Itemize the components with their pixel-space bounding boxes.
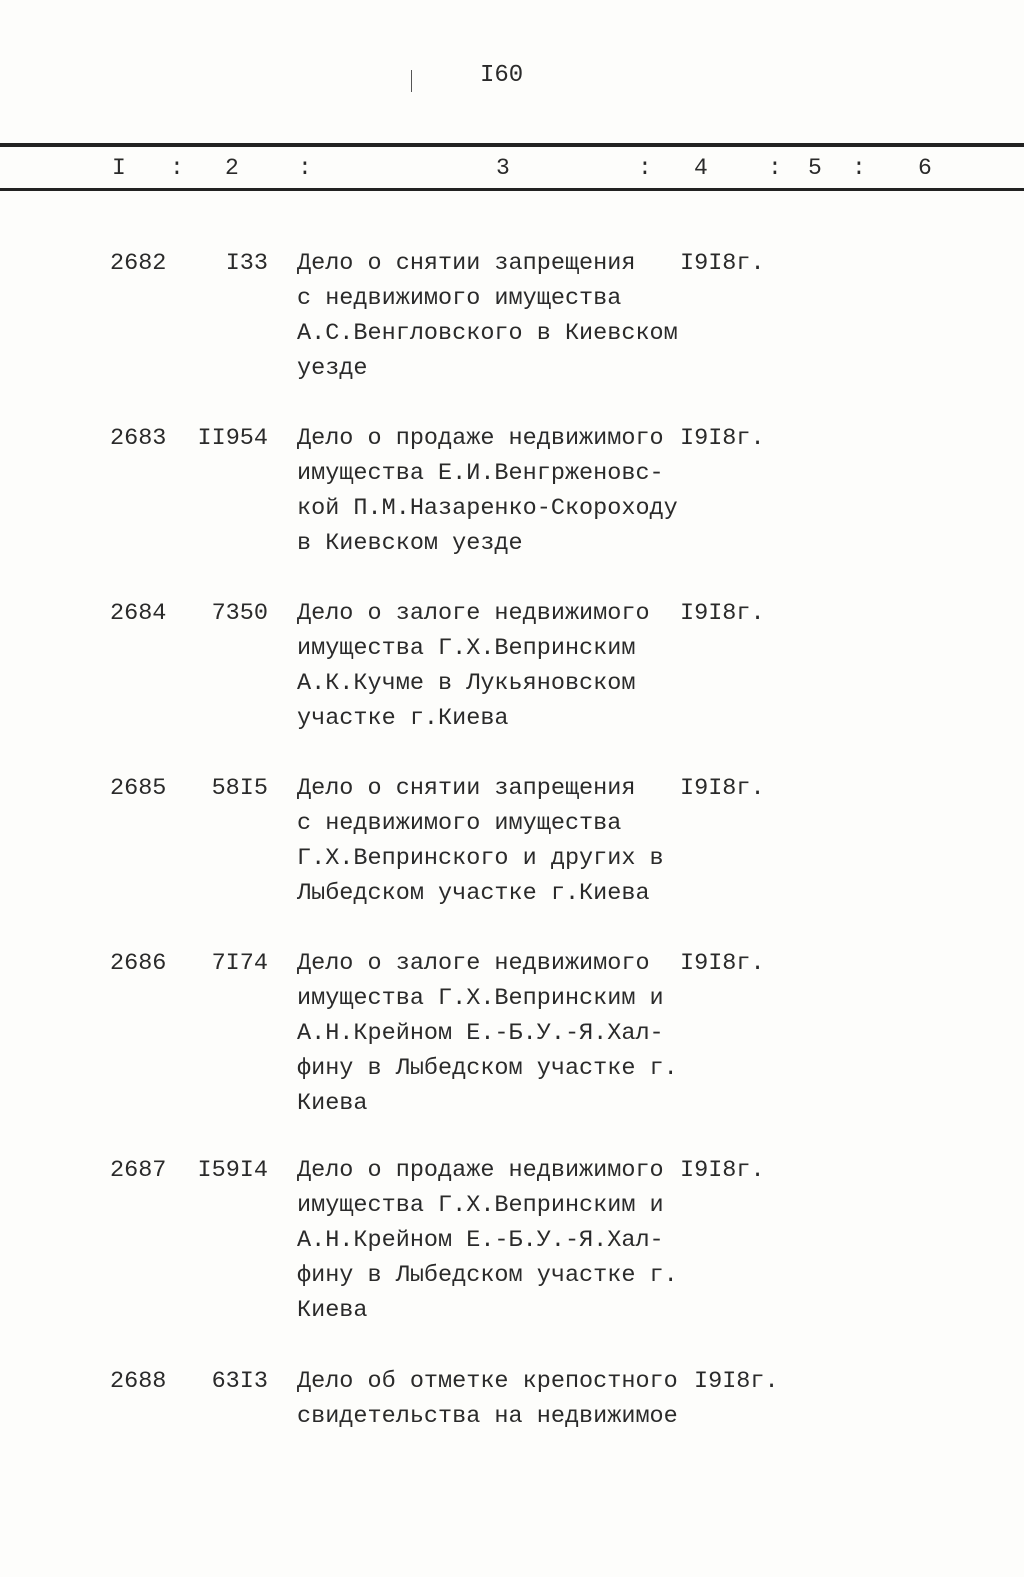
description-line: имущества Е.И.Венгрженовс-: [297, 460, 664, 487]
entry-number: 2684: [110, 600, 167, 627]
entry-year: I9I8г.: [680, 1157, 765, 1184]
description-line: Дело о залоге недвижимого: [297, 950, 650, 977]
entry-year: I9I8г.: [680, 600, 765, 627]
description-line: с недвижимого имущества: [297, 285, 622, 312]
page-number: I60: [480, 62, 524, 89]
description-line: Киева: [297, 1297, 368, 1324]
column-header-2: 2: [225, 155, 239, 181]
description-line: фину в Лыбедском участке г.: [297, 1262, 678, 1289]
description-line: имущества Г.Х.Вепринским: [297, 635, 636, 662]
entry-reference: I33: [225, 250, 268, 277]
entry-description: [297, 596, 650, 736]
entry-description: [297, 421, 678, 561]
description-line: участке г.Киева: [297, 705, 509, 732]
entry-reference: I59I4: [197, 1157, 268, 1184]
description-line: имущества Г.Х.Вепринским и: [297, 1192, 664, 1219]
description-line: А.К.Кучме в Лукьяновском: [297, 670, 636, 697]
description-line: кой П.М.Назаренко-Скороходу: [297, 495, 678, 522]
description-line: Дело о продаже недвижимого: [297, 1157, 664, 1184]
entry-year: I9I8г.: [680, 425, 765, 452]
entry-number: 2685: [110, 775, 167, 802]
column-header-6: 6: [918, 155, 932, 181]
entry-year: I9I8г.: [680, 250, 765, 277]
pencil-mark: [411, 70, 412, 92]
description-line: Киева: [297, 1090, 368, 1117]
description-line: имущества Г.Х.Вепринским и: [297, 985, 664, 1012]
entry-reference: 7I74: [211, 950, 268, 977]
description-line: в Киевском уезде: [297, 530, 523, 557]
entry-number: 2683: [110, 425, 167, 452]
description-line: уезде: [297, 355, 368, 382]
entry-reference: 7350: [211, 600, 268, 627]
entry-description: [297, 1364, 678, 1434]
entry-year: I9I8г.: [694, 1368, 779, 1395]
description-line: Дело об отметке крепостного: [297, 1368, 678, 1395]
description-line: А.Н.Крейном Е.-Б.У.-Я.Хал-: [297, 1020, 664, 1047]
entry-description: [297, 1153, 678, 1328]
entry-description: [297, 246, 678, 386]
entry-reference: II954: [197, 425, 268, 452]
description-line: свидетельства на недвижимое: [297, 1403, 678, 1430]
entry-description: [297, 946, 678, 1121]
description-line: Дело о снятии запрещения: [297, 250, 636, 277]
description-line: А.С.Венгловского в Киевском: [297, 320, 678, 347]
entry-reference: 58I5: [211, 775, 268, 802]
entry-reference: 63I3: [211, 1368, 268, 1395]
column-separator: :: [638, 155, 652, 181]
description-line: Дело о залоге недвижимого: [297, 600, 650, 627]
entry-number: 2686: [110, 950, 167, 977]
entry-number: 2687: [110, 1157, 167, 1184]
description-line: Г.Х.Вепринского и других в: [297, 845, 664, 872]
header-bottom-rule: [0, 188, 1024, 191]
column-header-1: I: [112, 155, 126, 181]
description-line: с недвижимого имущества: [297, 810, 622, 837]
description-line: А.Н.Крейном Е.-Б.У.-Я.Хал-: [297, 1227, 664, 1254]
column-header-4: 4: [694, 155, 708, 181]
column-header-5: 5: [808, 155, 822, 181]
entry-year: I9I8г.: [680, 775, 765, 802]
description-line: фину в Лыбедском участке г.: [297, 1055, 678, 1082]
entry-number: 2688: [110, 1368, 167, 1395]
column-separator: :: [298, 155, 312, 181]
header-top-rule: [0, 143, 1024, 147]
description-line: Дело о продаже недвижимого: [297, 425, 664, 452]
entry-number: 2682: [110, 250, 167, 277]
description-line: Дело о снятии запрещения: [297, 775, 636, 802]
column-separator: :: [170, 155, 184, 181]
column-header-3: 3: [496, 155, 510, 181]
description-line: Лыбедском участке г.Киева: [297, 880, 650, 907]
entry-year: I9I8г.: [680, 950, 765, 977]
entry-description: [297, 771, 664, 911]
column-separator: :: [768, 155, 782, 181]
column-separator: :: [852, 155, 866, 181]
